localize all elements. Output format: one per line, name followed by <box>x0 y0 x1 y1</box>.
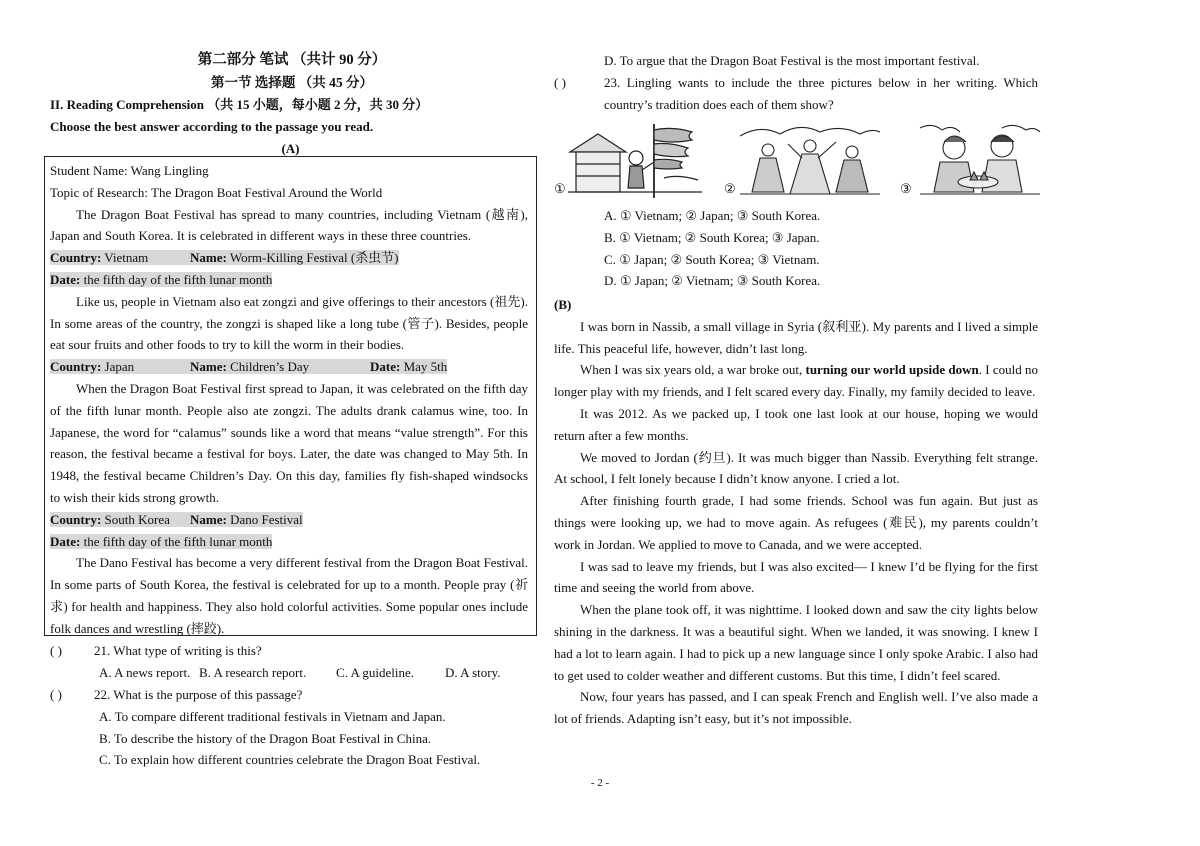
passage-a-box <box>44 156 537 636</box>
part-title: 第二部分 笔试 （共计 90 分） <box>197 52 387 68</box>
vietnam-info-row <box>50 247 528 269</box>
option-a[interactable]: A. To compare different traditional festivals in Vietnam and Japan. <box>99 708 446 724</box>
answer-blank[interactable]: ( ) <box>50 643 62 658</box>
country-label: Country: <box>50 359 102 375</box>
question-22 <box>50 684 540 771</box>
option-a[interactable]: A. ① Vietnam; ② Japan; ③ South Korea. <box>604 208 821 223</box>
country-label: Country: <box>50 250 102 266</box>
question-23 <box>554 72 1038 116</box>
question-21 <box>50 640 540 684</box>
paragraph-text: . I could no longer play with my friends, and I felt scared every day. Finally, my family decided to leave. <box>554 362 1039 400</box>
question-stem: 22. What is the purpose of this passage? <box>94 687 303 702</box>
japan-info-highlight <box>50 359 447 374</box>
passage-b <box>554 294 1038 730</box>
option-d[interactable]: D. A story. <box>445 664 501 680</box>
passage-b-paragraph-8: Now, four years has passed, and I can speak French and English well. I’ve also made a lot of friends. Adapting isn’t easy, but it’s not impossible. <box>554 689 1038 727</box>
answer-blank[interactable]: ( ) <box>50 687 62 702</box>
question-stem: 21. What type of writing is this? <box>94 643 262 658</box>
passage-b-paragraph-7: When the plane took off, it was nighttime. I looked down and saw the city lights below shining in the darkness. It was a beautiful sight. When we landed, it was snowing. I knew I had a lot to learn again. I had to pick up a new language since I only spoke Arabic. I also had to get used to colder weather and different customs. But this time, I didn’t feel scared. <box>554 602 1038 683</box>
date-label: Date: <box>50 271 81 287</box>
q23-options <box>604 205 1034 292</box>
passage-b-paragraph-6: I was sad to leave my friends, but I was also excited— I knew I’d be flying for the first time and seeing the world from above. <box>554 558 1038 596</box>
korea-date-row <box>50 531 528 553</box>
name-label: Name: <box>190 511 227 527</box>
page-number: - 2 - <box>590 777 610 789</box>
picture-kids-zongzi-illustration <box>918 122 1042 198</box>
vietnam-paragraph: Like us, people in Vietnam also eat zongzi and give offerings to their ancestors (祖先). In some areas of the country, the zongzi is shaped like a long tube (管子). Besides, people eat sour fruits and other foods to try to kill the worm in their bodies. <box>50 293 528 353</box>
picture-row <box>554 120 1038 200</box>
options-row <box>50 662 540 684</box>
option-c[interactable]: C. A guideline. <box>336 664 414 680</box>
option-c[interactable]: C. ① Japan; ② South Korea; ③ Vietnam. <box>604 251 820 267</box>
paragraph-text: When I was six years old, a war broke out, <box>580 362 803 378</box>
date-label: Date: <box>370 359 401 375</box>
research-topic: Topic of Research: The Dragon Boat Festival Around the World <box>50 184 383 200</box>
name-label: Name: <box>190 359 227 375</box>
reading-heading: II. Reading Comprehension （共 15 小题，每小题 2 分，共 30 分） <box>50 97 429 112</box>
picture-label-2: ② <box>724 181 736 196</box>
japan-info-row <box>50 356 528 378</box>
picture-folk-dance-illustration <box>740 122 880 198</box>
picture-windsocks-illustration <box>568 122 702 198</box>
vietnam-info-highlight <box>50 250 399 265</box>
picture-label-3: ③ <box>900 181 912 196</box>
option-d[interactable]: D. ① Japan; ② Vietnam; ③ South Korea. <box>604 273 821 289</box>
intro-paragraph: The Dragon Boat Festival has spread to many countries, including Vietnam (越南), Japan and South Korea. It is celebrated in different ways in these three countries. <box>50 206 528 244</box>
korea-date-highlight <box>50 534 272 549</box>
student-name: Student Name: Wang Lingling <box>50 163 209 178</box>
q22-option-d[interactable]: D. To argue that the Dragon Boat Festival is the most important festival. <box>604 53 980 68</box>
option-c[interactable]: C. To explain how different countries celebrate the Dragon Boat Festival. <box>99 752 481 768</box>
date-value: the fifth day of the fifth lunar month <box>83 271 273 287</box>
korea-info-highlight <box>50 512 303 527</box>
passage-b-paragraph-5: After finishing fourth grade, I had some friends. School was fun again. But just as things were looking up, we had to move again. As refugees (难民), my parents couldn’t work in Jordan. We applied to move to Canada, and we were accepted. <box>554 493 1038 552</box>
passage-b-paragraph-2 <box>554 359 1038 403</box>
vietnam-date-row <box>50 269 528 291</box>
section-title: 第一节 选择题 （共 45 分） <box>211 75 373 90</box>
passage-b-label: (B) <box>554 297 572 312</box>
vietnam-date-highlight <box>50 272 272 287</box>
option-b[interactable]: B. ① Vietnam; ② South Korea; ③ Japan. <box>604 229 820 245</box>
name-value: Children’s Day <box>230 359 310 375</box>
name-label: Name: <box>190 250 227 266</box>
passage-a-label: (A) <box>281 141 300 156</box>
option-b[interactable]: B. A research report. <box>199 664 307 680</box>
answer-blank[interactable]: ( ) <box>554 75 566 90</box>
date-label: Date: <box>50 533 81 549</box>
passage-b-paragraph-1: I was born in Nassib, a small village in Syria (叙利亚). My parents and I lived a simple life. This peaceful life, however, didn’t last long. <box>554 318 1038 356</box>
country-value: Japan <box>104 359 135 375</box>
date-value: the fifth day of the fifth lunar month <box>83 533 273 549</box>
japan-paragraph: When the Dragon Boat Festival first spread to Japan, it was celebrated on the fifth day of the fifth lunar month. People also ate zongzi. The adults drank calamus wine, too. In Japanese, the word for “calamus” sounds like a word that means “value strength”. For this reason, the festival became a festival for boys. Later, the date was changed to May 5th. In 1948, the festival became Children’s Day. On this day, families fly fish-shaped windsocks to wish their kids strong growth. <box>50 380 528 505</box>
passage-b-paragraph-4: We moved to Jordan (约旦). It was much bigger than Nassib. Everything felt strange. At school, I felt lonely because I didn’t know anyone. I cried a lot. <box>554 449 1038 487</box>
bold-phrase: turning our world upside down <box>805 362 979 378</box>
korea-info-row <box>50 509 528 531</box>
country-value: Vietnam <box>104 250 149 266</box>
name-value: Dano Festival <box>230 511 303 527</box>
country-label: Country: <box>50 511 102 527</box>
instruction: Choose the best answer according to the passage you read. <box>50 119 374 134</box>
option-b[interactable]: B. To describe the history of the Dragon Boat Festival in China. <box>99 730 432 746</box>
passage-b-paragraph-3: It was 2012. As we packed up, I took one last look at our house, hoping we would return after a few months. <box>554 405 1038 443</box>
name-value: Worm-Killing Festival (杀虫节) <box>229 250 399 266</box>
date-value: May 5th <box>403 359 448 375</box>
question-stem: 23. Lingling wants to include the three pictures below in her writing. Which country’s tradition does each of them show? <box>604 75 1038 112</box>
picture-label-1: ① <box>554 181 566 196</box>
option-a[interactable]: A. A news report. <box>99 664 191 680</box>
korea-paragraph: The Dano Festival has become a very different festival from the Dragon Boat Festival. In some parts of South Korea, the festival is celebrated for up to a month. People pray (祈求) for health and happiness. They also hold colorful activities. Some popular ones include folk dances and wrestling (摔跤). <box>50 555 528 636</box>
country-value: South Korea <box>104 511 170 527</box>
